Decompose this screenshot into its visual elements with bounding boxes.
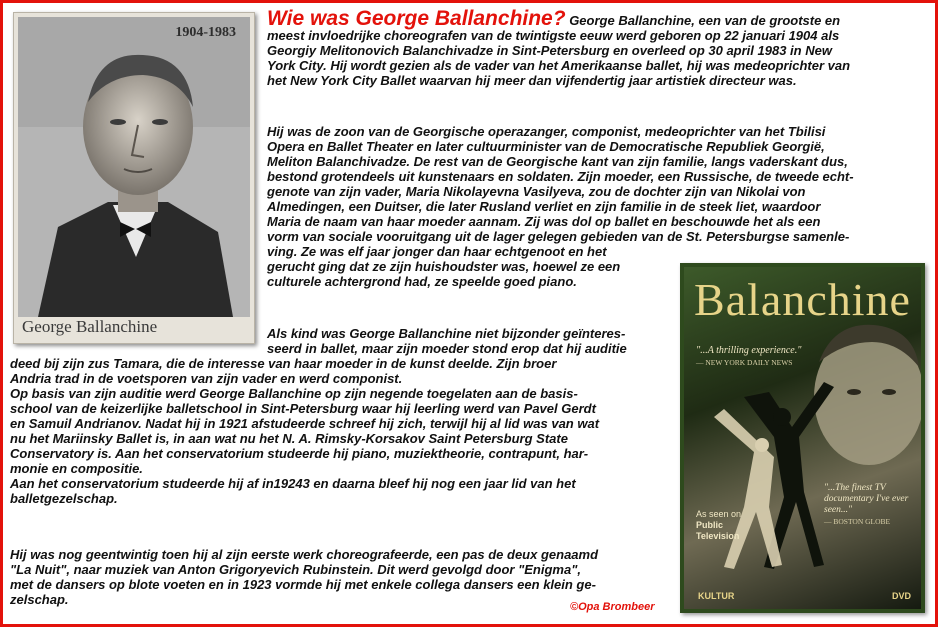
dvd-quote-1-source: — NEW YORK DAILY NEWS bbox=[696, 358, 793, 367]
dvd-quote-2 bbox=[824, 483, 920, 527]
intro-line-1: meest invloedrijke choreografen van de twintigste eeuw werd geboren op 22 januari 1904 als bbox=[267, 28, 840, 43]
intro-line-0: George Ballanchine, een van de grootste en bbox=[565, 13, 841, 28]
intro-block bbox=[267, 7, 927, 88]
paragraph-childhood bbox=[10, 356, 675, 506]
intro-line-3: York City. Hij wordt gezien als de vader van het Amerikaanse ballet, hij was medeoprichter van bbox=[267, 58, 851, 73]
para2-line: bestond grotendeels uit kunstenaars en soldaten. Zijn moeder, een Russische, de tweede echt- bbox=[267, 169, 854, 184]
dvd-quote-1-text: "...A thrilling experience." bbox=[696, 345, 802, 356]
portrait-photo-card bbox=[13, 12, 255, 344]
para4-line: Hij was nog geentwintig toen hij al zijn eerste werk choreografeerde, een pas de deux genaamd bbox=[10, 547, 599, 562]
intro-line-2: Georgiy Melitonovich Balanchivadze in Sint-Petersburg en overleed op 30 april 1983 in New bbox=[267, 43, 832, 58]
para3-line: seerd in ballet, maar zijn moeder stond erop dat hij auditie bbox=[267, 341, 627, 356]
paragraph-first-works bbox=[10, 547, 675, 607]
para3-line: school van de keizerlijke balletschool in Sint-Petersburg waar hij leerling werd van Pavel Gerdt bbox=[10, 401, 596, 416]
para3-line: nu het Mariinsky Ballet is, in aan wat nu het N. A. Rimsky-Korsakov Saint Petersburg State bbox=[10, 431, 568, 446]
para3-line: Aan het conservatorium studeerde hij af in19243 en daarna bleef hij nog een jaar lid van het bbox=[10, 476, 576, 491]
portrait-photo bbox=[18, 17, 250, 317]
dvd-cover bbox=[680, 263, 925, 613]
para3-line: en Samuil Andrianov. Nadat hij in 1921 afstudeerde schreef hij zich, terwijl hij al lid was van wat bbox=[10, 416, 600, 431]
copyright-credit: ©Opa Brombeer bbox=[570, 601, 655, 613]
para2-line: gerucht ging dat ze zijn huishoudster was, hoewel ze een bbox=[267, 259, 621, 274]
intro-line-4: het New York City Ballet waarvan hij meer dan vijfendertig jaar artistiek directeur was. bbox=[267, 73, 797, 88]
intro-first-line bbox=[267, 7, 927, 30]
para3-line: deed bij zijn zus Tamara, die de interesse van haar moeder in de kunst deelde. Zijn broer bbox=[10, 356, 557, 371]
paragraph-childhood-top bbox=[267, 326, 687, 356]
para4-line: met de dansers op blote voeten en in 1923 vormde hij met enkele collega dansers een klein ge- bbox=[10, 577, 596, 592]
headline: Wie was George Ballanchine? bbox=[267, 7, 566, 30]
para2-line: vorm van sociale vooruitgang uit de lager gelegen gebieden van de St. Petersburgse samenle- bbox=[267, 229, 850, 244]
dvd-title: Balanchine bbox=[694, 274, 911, 325]
dvd-quote-2-text: "...The finest TV documentary I've ever seen..." bbox=[824, 483, 909, 515]
para2-line: Almedingen, een Duitser, die later Rusland verliet en zijn familie in de steek liet, waardoor bbox=[267, 199, 821, 214]
dvd-seen-on bbox=[696, 509, 776, 542]
para4-line: "La Nuit", naar muziek van Anton Grigoryevich Rubinstein. Dit werd gevolgd door "Enigma", bbox=[10, 562, 581, 577]
para3-line: Conservatory is. Aan het conservatorium studeerde hij piano, muziektheorie, contrapunt, har- bbox=[10, 446, 589, 461]
para3-line: monie en compositie. bbox=[10, 461, 143, 476]
para2-line: Opera en Ballet Theater en later cultuurminister van de Democratische Republiek Georgië, bbox=[267, 139, 825, 154]
dvd-seen-line-2: Public bbox=[696, 520, 724, 530]
dvd-publisher-logo: KULTUR bbox=[698, 591, 735, 601]
para2-line: Maria de naam van haar moeder aannam. Zij was dol op ballet en beschouwde het als een bbox=[267, 214, 821, 229]
para2-line: genote van zijn vader, Maria Nikolayevna Vasilyeva, zou de dochter zijn van Nikolai von bbox=[267, 184, 806, 199]
para2-line: Meliton Balanchivadze. De rest van de Georgische kant van zijn familie, langs vaderskant dus, bbox=[267, 154, 848, 169]
dvd-quote-2-source: — BOSTON GLOBE bbox=[824, 517, 891, 526]
portrait-years: 1904-1983 bbox=[175, 25, 236, 40]
para3-line: balletgezelschap. bbox=[10, 491, 118, 506]
para2-line: Hij was de zoon van de Georgische operazanger, componist, medeoprichter van het Tbilisi bbox=[267, 124, 826, 139]
dvd-quote-1 bbox=[696, 345, 826, 369]
portrait-caption: George Ballanchine bbox=[22, 317, 158, 336]
para2-line: culturele achtergrond had, ze speelde goed piano. bbox=[267, 274, 577, 289]
dvd-seen-line-3: Television bbox=[696, 531, 740, 541]
para4-line: zelschap. bbox=[10, 592, 69, 607]
para3-line: Als kind was George Ballanchine niet bijzonder geïnteres- bbox=[267, 326, 626, 341]
para3-line: Andria trad in de voetsporen van zijn vader en werd componist. bbox=[10, 371, 403, 386]
para2-line: ving. Ze was elf jaar jonger dan haar echtgenoot en het bbox=[267, 244, 607, 259]
portrait-illustration bbox=[18, 17, 250, 317]
para3-line: Op basis van zijn auditie werd George Ballanchine op zijn negende toegelaten aan de basis- bbox=[10, 386, 578, 401]
dvd-seen-line-1: As seen on bbox=[696, 509, 742, 519]
dvd-format-logo: DVD bbox=[891, 591, 911, 601]
